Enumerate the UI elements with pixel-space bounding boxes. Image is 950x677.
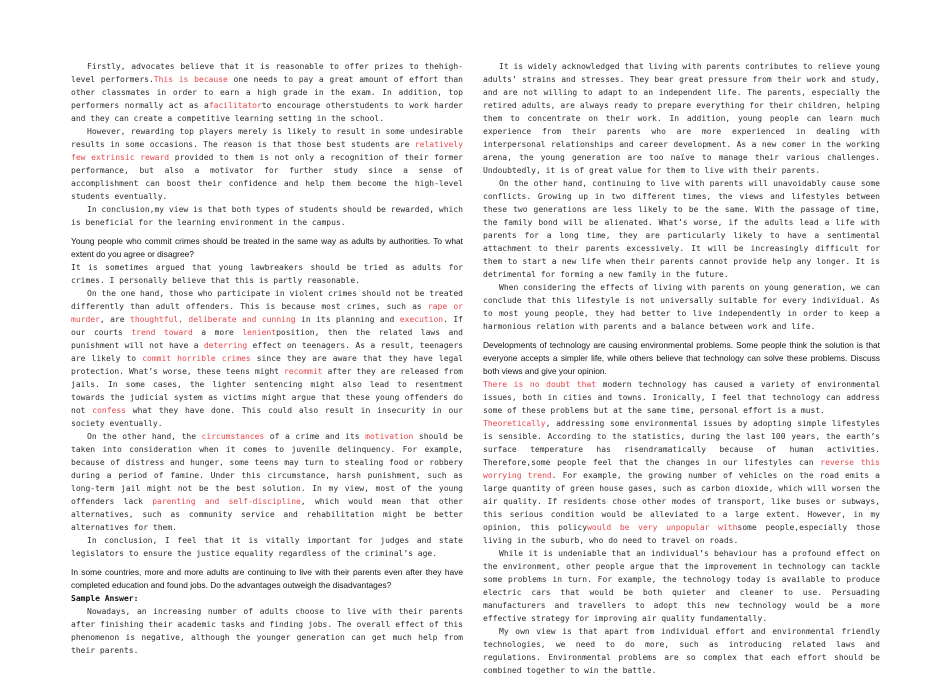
paragraph-no-doubt: There is no doubt that modern technology has caused a variety of environmental issues, both in cities and towns. Ironically, I feel that technology can address some of these problems but at the same time, personal effort is a must.: [483, 380, 881, 415]
paragraph-advantages: It is widely acknowledged that living with parents contributes to relieve young adults’ strains and stresses. They bear great pressure from their work and study, and are not willing to adapt to an independent life. The parents, especially the retired adults, are always ready to prepare everything for their children, helping them to concentrate on their work. In addition, young people can learn much experience from their parents who are more experienced in dealing with interpersonal relationships and career development. As a new comer in the working arena, the young generation are too naïve to manage their various challenges. Undoubtedly, it is of great value for them to live with their parents.: [483, 62, 880, 175]
highlight-phrase: relatively few: [71, 140, 463, 162]
highlight-phrase: parenting and self-discipline: [152, 497, 301, 506]
highlight-phrase: thoughtful, deliberate and cunning: [130, 315, 296, 324]
highlight-phrase: This is because: [153, 75, 228, 84]
highlight-phrase: deterring: [203, 341, 248, 350]
highlight-phrase: circumstances: [201, 432, 265, 441]
highlight-phrase: reverse this worrying trend: [483, 458, 880, 480]
highlight-phrase: extrinsic reward: [91, 153, 170, 162]
question-living-with-parents: In some countries, more and more adults are continuing to live with their parents even after they have completed education and found jobs. Do the advantages outweigh the disadvantages?: [71, 567, 463, 590]
highlight-phrase: trend toward: [131, 328, 193, 337]
paragraph-conclusion-1: In conclusion,my view is that both types of students should be rewarded, which is beneficial for the learning environment in the campus.: [71, 205, 463, 227]
paragraph-rewarding: However, rewarding top players merely is likely to result in some undesirable results in some occasions. The reason is that those best students are relatively few extrinsic reward provided to them is not only a recognition of their former performance, but also a motivator for further study since a sense of accomplishment can boost their confidence and help them become the high-level students eventually.: [71, 127, 463, 201]
paragraph-other-hand: On the other hand, the circumstances of a crime and its motivation should be taken into consideration when it comes to juvenile delinquency. For example, because of distress and hunger, some teens may turn to stealing food or robbery during a period of famine. Under this circumstance, harsh punishment, such as long-term jail might not be the best solution. In my view, most of the young offenders lack parenting and self-discipline, which would mean that other alternatives, such as community service and rehabilitation might be better alternatives for them.: [71, 432, 464, 532]
highlight-phrase: Theoretically: [483, 419, 546, 428]
paragraph-prizes: Firstly, advocates believe that it is reasonable to offer prizes to thehigh-level performers.This is because one needs to pay a great amount of effort than other classmates in order to earn a high grade in the exam. In addition, top performers normally act as afacilitatorto encourage otherstudents to work harder and they can create a competitive learning setting in the school.: [71, 62, 463, 123]
highlight-phrase: facilitator: [208, 101, 262, 110]
paragraph-intro-offenders: It is sometimes argued that young lawbreakers should be tried as adults for crimes. I personally believe that this is partly reasonable.: [71, 263, 463, 285]
paragraph-undeniable: While it is undeniable that an individual’s behaviour has a profound effect on the environment, other people argue that the improvement in technology can tackle some problems in turn. For example, the technology today is available to produce electric cars that would be both quieter and cleaner to use. Persuading manufacturers and travellers to adopt this new technology would be a more effective strategy for improving air quality fundamentally.: [483, 549, 880, 623]
highlight-phrase: confess: [92, 406, 126, 415]
left-column: [71, 60, 463, 657]
question-technology-environment: Developments of technology are causing environmental problems. Some people think the solution is that everyone accepts a simpler life, while others believe that technology can solve these problems. Discuss both views and give your opinion.: [483, 340, 880, 376]
highlight-phrase: commit horrible crimes: [142, 354, 251, 363]
highlight-phrase: rape or murder: [71, 302, 463, 324]
paragraph-one-hand: On the one hand, those who participate in violent crimes should not be treated differently than adult offenders. This is because most crimes, such as rape or murder, are thoughtful, deliberate and cunning in its planning and execution. If our courts trend toward a more lenientposition, then the related laws and punishment will not have a deterring effect on teenagers. As a result, teenagers are likely to commit horrible crimes since they are aware that they have legal protection. What’s worse, these teens might recommit after they are released from jails. In some cases, the lighter sentencing might also lead to resentment towards the judicial system as victims might argue that these young offenders do not confess what they have done. This could also result in insecurity in our society eventually.: [71, 289, 464, 428]
paragraph-conclusion-3: When considering the effects of living with parents on young generation, we can conclude that this lifestyle is not universally suitable for every individual. As to most young people, they had better to live independently in order to keep a harmonious relation with parents and a balance between work and life.: [483, 283, 880, 331]
question-young-offenders: Young people who commit crimes should be treated in the same way as adults by authorities. To what extent do you agree or disagree?: [71, 236, 463, 259]
highlight-phrase: execution: [399, 315, 444, 324]
highlight-phrase: motivation: [365, 432, 414, 441]
highlight-phrase: There is no doubt that: [483, 380, 597, 389]
paragraph-conflicts: On the other hand, continuing to live with parents will unavoidably cause some conflicts. Growing up in two different times, the views and lifestyles between these two generations are less likely to be the same. With the passage of time, the family bond will be alienated. What’s worse, if the adults lead a life with parents for a long time, they are particularly likely to have a sentimental attachment to their parents excessively. It will be increasingly difficult for them to start a new life when their parents cannot provide help any longer. It is detrimental for forming a new family in the future.: [483, 179, 880, 279]
highlight-phrase: recommit: [283, 367, 323, 376]
paragraph-conclusion-2: In conclusion, I feel that it is vitally important for judges and state legislators to ensure the justice equality regardless of the criminal’s age.: [71, 536, 463, 558]
paragraph-theoretically: Theoretically, addressing some environmental issues by adopting simple lifestyles is sensible. According to the statistics, during the last 100 years, the earth’s surface temperature has risendramatically because of human activities. Therefore,some people feel that the changes in our lifestyles can reverse this worrying trend. For example, the growing number of vehicles on the road emits a large quantity of green house gases, such as carbon dioxide, which will worsen the air quality. If residents chose other modes of transport, like buses or subways, this serious condition would be alleviated to a large extent. However, in my opinion, this policywould be very unpopular withsome people,especially those living in the suburb, who do need to travel on roads.: [483, 419, 881, 545]
sample-answer-heading: Sample Answer:: [71, 594, 139, 603]
highlight-phrase: lenient: [242, 328, 277, 337]
paragraph-own-view: My own view is that apart from individual effort and environmental friendly technologies, we need to do more, such as introducing related laws and regulations. Environmental problems are so complex that each effort should be combined together to win the battle.: [483, 627, 880, 675]
right-column: [483, 60, 880, 677]
highlight-phrase: would be very unpopular with: [587, 523, 738, 532]
paragraph-nowadays: Nowadays, an increasing number of adults choose to live with their parents after finishing their academic tasks and finding jobs. The overall effect of this phenomenon is negative, although the younger generation can get much help from their parents.: [71, 607, 463, 655]
